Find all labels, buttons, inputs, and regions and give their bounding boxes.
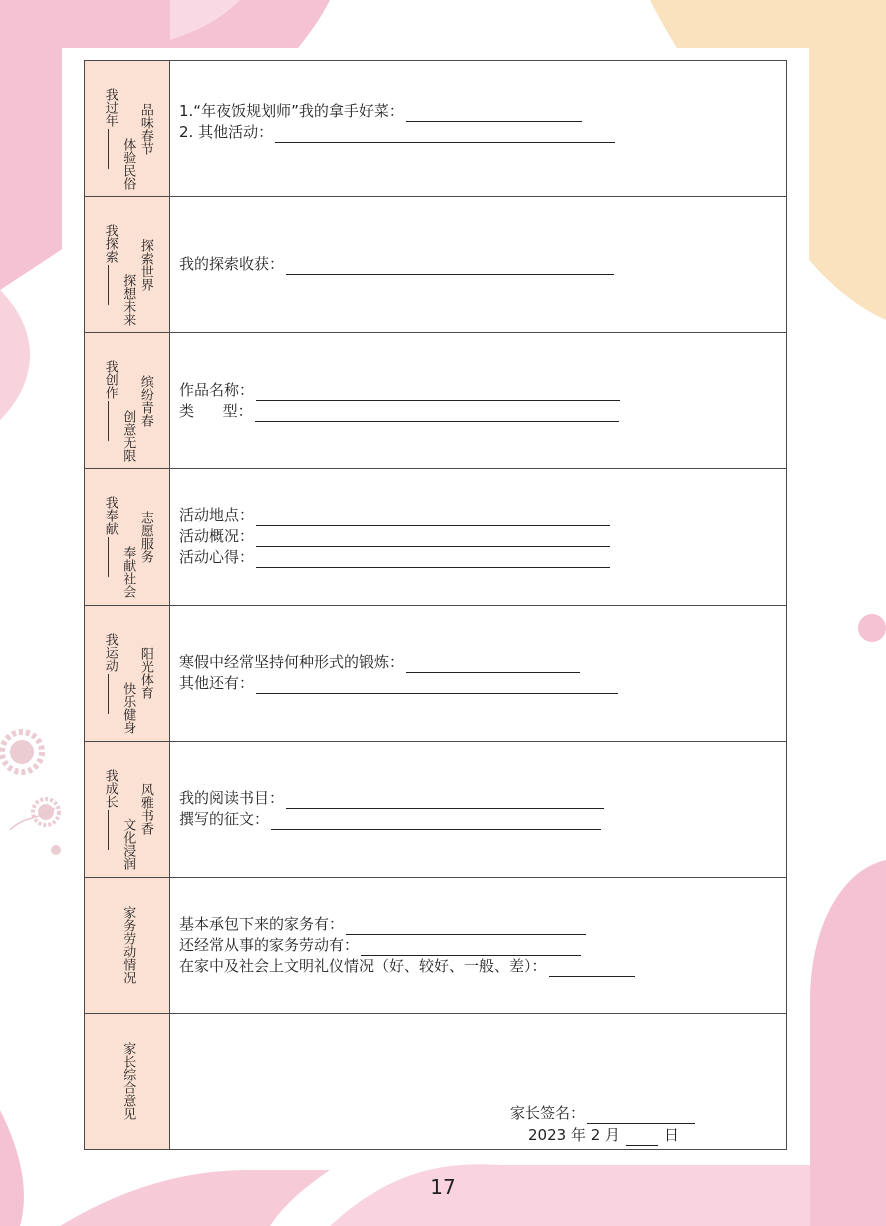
form-line bbox=[179, 505, 786, 526]
table-row bbox=[85, 1013, 787, 1149]
line-label: 作品名称： bbox=[179, 380, 255, 399]
line-label: 活动地点： bbox=[179, 506, 255, 525]
row-content-cell bbox=[170, 877, 787, 1013]
row-main-title-wrap bbox=[102, 769, 117, 850]
table-row bbox=[85, 333, 787, 469]
answer-blank[interactable] bbox=[256, 551, 610, 568]
row-label-cell bbox=[85, 469, 170, 605]
line-label: 活动概况： bbox=[179, 527, 255, 546]
row-subtitle-1: 品味春节 bbox=[137, 102, 153, 155]
row-main-title-wrap bbox=[102, 496, 117, 577]
row-content-cell bbox=[170, 741, 787, 877]
answer-blank[interactable] bbox=[256, 530, 610, 547]
row-main-title: 我成长 bbox=[102, 768, 118, 808]
line-label: 类 型： bbox=[179, 401, 253, 420]
signature-line bbox=[510, 1102, 695, 1124]
signature-label: 家长签名： bbox=[510, 1103, 586, 1122]
form-line bbox=[179, 956, 786, 977]
answer-blank[interactable] bbox=[256, 384, 620, 401]
parent-opinion-cell[interactable] bbox=[170, 1013, 787, 1149]
row-main-title-wrap bbox=[102, 88, 117, 169]
title-dash bbox=[108, 674, 110, 714]
table-row bbox=[85, 197, 787, 333]
row-label-cell bbox=[85, 197, 170, 333]
line-label: 其他还有： bbox=[179, 674, 255, 693]
day-blank[interactable] bbox=[626, 1129, 658, 1146]
row-content-cell bbox=[170, 469, 787, 605]
title-dash bbox=[108, 265, 110, 305]
row-content-cell bbox=[170, 61, 787, 197]
answer-blank[interactable] bbox=[549, 960, 635, 977]
form-line bbox=[179, 809, 786, 830]
line-label: 撰写的征文： bbox=[179, 810, 270, 829]
form-line bbox=[179, 788, 786, 809]
row-subtitle-2: 体验民俗 bbox=[120, 137, 136, 190]
line-label: 寒假中经常坚持何种形式的锻炼： bbox=[179, 653, 405, 672]
table-row bbox=[85, 605, 787, 741]
form-line bbox=[179, 101, 786, 122]
row-title: 家长综合意见 bbox=[120, 1042, 136, 1121]
row-main-title: 我探索 bbox=[102, 224, 118, 264]
row-label-cell bbox=[85, 741, 170, 877]
answer-blank[interactable] bbox=[271, 813, 601, 830]
row-label-cell bbox=[85, 61, 170, 197]
row-subtitle-2: 文化浸润 bbox=[120, 818, 136, 871]
form-line bbox=[179, 122, 786, 143]
form-line bbox=[179, 254, 786, 275]
row-label-cell bbox=[85, 333, 170, 469]
row-subtitle-1: 缤纷青春 bbox=[137, 374, 153, 427]
table-row bbox=[85, 61, 787, 197]
form-line bbox=[179, 914, 786, 935]
form-line bbox=[179, 380, 786, 401]
answer-blank[interactable] bbox=[286, 792, 604, 809]
answer-blank[interactable] bbox=[406, 656, 580, 673]
answer-blank[interactable] bbox=[286, 258, 614, 275]
answer-blank[interactable] bbox=[361, 939, 581, 956]
row-main-title-wrap bbox=[102, 633, 117, 714]
row-subtitle-2: 奉献社会 bbox=[120, 545, 136, 598]
row-title: 家务劳动情况 bbox=[120, 906, 136, 985]
answer-blank[interactable] bbox=[346, 918, 586, 935]
line-label: 2. 其他活动： bbox=[179, 122, 274, 141]
table-row bbox=[85, 469, 787, 605]
row-main-title: 我奉献 bbox=[102, 496, 118, 536]
table-row bbox=[85, 741, 787, 877]
row-label-cell bbox=[85, 877, 170, 1013]
title-dash bbox=[108, 129, 110, 169]
line-label: 在家中及社会上文明礼仪情况（好、较好、一般、差）： bbox=[179, 956, 547, 975]
form-line bbox=[179, 401, 786, 422]
row-subtitle-2: 创意无限 bbox=[120, 409, 136, 462]
line-label: 还经常从事的家务劳动有： bbox=[179, 935, 360, 954]
form-line bbox=[179, 935, 786, 956]
date-suffix: 日 bbox=[664, 1125, 680, 1144]
date-prefix: 2023 年 2 月 bbox=[528, 1125, 621, 1144]
row-content-cell bbox=[170, 333, 787, 469]
answer-blank[interactable] bbox=[406, 105, 582, 122]
page-number: 17 bbox=[430, 1175, 456, 1199]
title-dash bbox=[108, 810, 110, 850]
signature-blank[interactable] bbox=[587, 1107, 695, 1124]
date-line bbox=[510, 1124, 695, 1146]
line-label: 我的阅读书目： bbox=[179, 789, 285, 808]
signature-block bbox=[510, 1102, 695, 1146]
winter-break-form-table bbox=[84, 60, 787, 1150]
line-label: 活动心得： bbox=[179, 548, 255, 567]
row-main-title: 我创作 bbox=[102, 360, 118, 400]
row-main-title-wrap bbox=[102, 360, 117, 441]
row-content-cell bbox=[170, 197, 787, 333]
row-main-title-wrap bbox=[102, 224, 117, 305]
row-label-cell bbox=[85, 605, 170, 741]
table-row bbox=[85, 877, 787, 1013]
row-main-title: 我运动 bbox=[102, 632, 118, 672]
answer-blank[interactable] bbox=[275, 126, 615, 143]
form-line bbox=[179, 526, 786, 547]
line-label: 基本承包下来的家务有： bbox=[179, 914, 345, 933]
row-label-cell bbox=[85, 1013, 170, 1149]
row-subtitle-2: 探想未来 bbox=[120, 273, 136, 326]
row-subtitle-1: 探索世界 bbox=[137, 238, 153, 291]
form-line bbox=[179, 652, 786, 673]
row-content-cell bbox=[170, 605, 787, 741]
title-dash bbox=[108, 537, 110, 577]
line-label: 我的探索收获： bbox=[179, 255, 285, 274]
answer-blank[interactable] bbox=[256, 677, 618, 694]
row-subtitle-1: 志愿服务 bbox=[137, 510, 153, 563]
form-line bbox=[179, 673, 786, 694]
title-dash bbox=[108, 401, 110, 441]
row-subtitle-1: 风雅书香 bbox=[137, 783, 153, 836]
line-label: 1.“年夜饭规划师”我的拿手好菜： bbox=[179, 101, 404, 120]
row-subtitle-1: 阳光体育 bbox=[137, 647, 153, 700]
row-subtitle-2: 快乐健身 bbox=[120, 682, 136, 735]
row-main-title: 我过年 bbox=[102, 88, 118, 128]
answer-blank[interactable] bbox=[255, 405, 619, 422]
form-line bbox=[179, 547, 786, 568]
answer-blank[interactable] bbox=[256, 509, 610, 526]
